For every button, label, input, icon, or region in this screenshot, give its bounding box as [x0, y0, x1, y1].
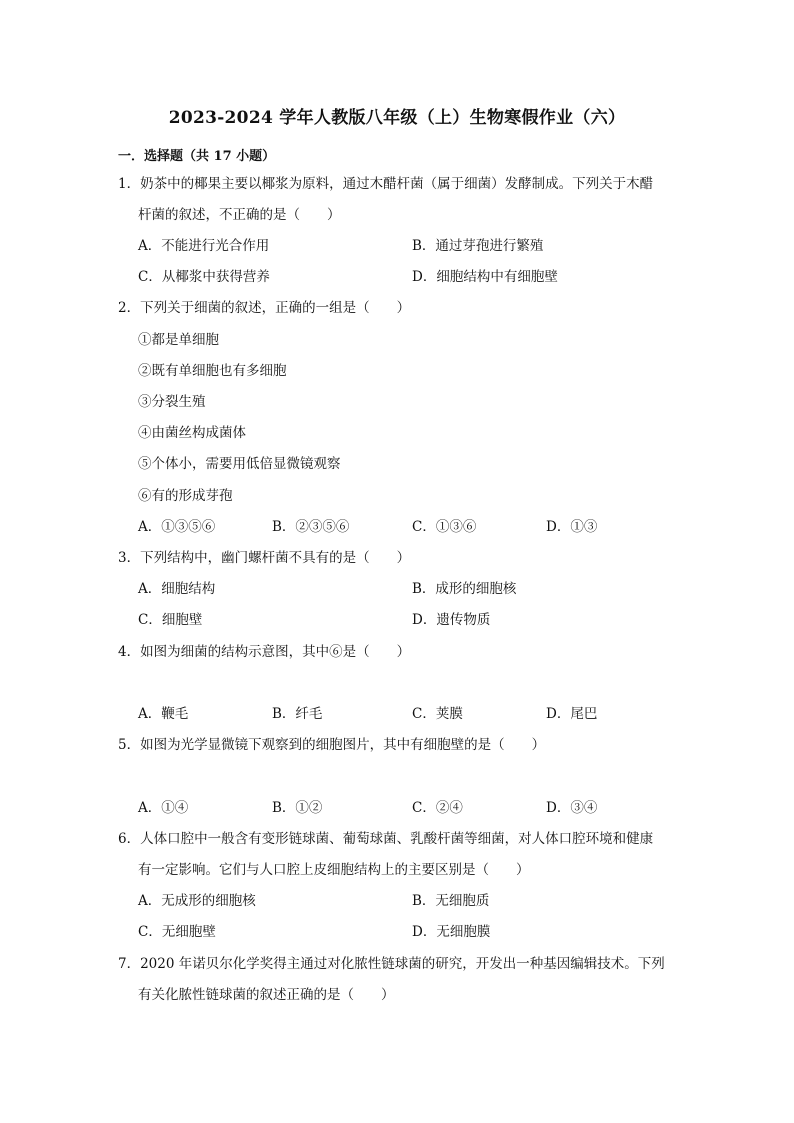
question-2-option-d: D．①③ [546, 519, 598, 535]
page-title: 2023-2024 学年人教版八年级（上）生物寒假作业（六） [168, 108, 626, 128]
question-7-stem-cont: 有关化脓性链球菌的叙述正确的是（ ） [138, 987, 395, 1003]
question-3-option-b: B．成形的细胞核 [412, 581, 517, 597]
question-5-option-d: D．③④ [546, 800, 598, 816]
question-4-option-a: A．鞭毛 [138, 706, 189, 722]
question-1-option-d: D．细胞结构中有细胞壁 [412, 269, 558, 285]
question-4-option-c: C．荚膜 [412, 706, 463, 722]
question-2-item-5: ⑤个体小，需要用低倍显微镜观察 [138, 456, 341, 472]
question-3-option-c: C．细胞壁 [138, 612, 203, 628]
question-2-item-6: ⑥有的形成芽孢 [138, 488, 233, 504]
question-6-option-c: C．无细胞壁 [138, 924, 216, 940]
question-4-stem: 4．如图为细菌的结构示意图，其中⑥是（ ） [118, 644, 411, 660]
question-6-stem-cont: 有一定影响。它们与人口腔上皮细胞结构上的主要区别是（ ） [138, 862, 530, 878]
question-5-option-a: A．①④ [138, 800, 189, 816]
question-1-option-c: C．从椰浆中获得营养 [138, 269, 270, 285]
question-2-item-1: ①都是单细胞 [138, 332, 219, 348]
section-heading: 一．选择题（共 17 小题） [118, 149, 276, 164]
question-2-option-c: C．①③⑥ [412, 519, 477, 535]
question-4-option-d: D．尾巴 [546, 706, 598, 722]
question-6-option-a: A．无成形的细胞核 [138, 893, 256, 909]
question-2-item-2: ②既有单细胞也有多细胞 [138, 363, 287, 379]
question-3-option-d: D．遗传物质 [412, 612, 491, 628]
question-5-stem: 5．如图为光学显微镜下观察到的细胞图片，其中有细胞壁的是（ ） [118, 737, 546, 753]
question-5-option-c: C．②④ [412, 800, 463, 816]
question-1-stem: 1．奶茶中的椰果主要以椰浆为原料，通过木醋杆菌（属于细菌）发酵制成。下列关于木醋 [118, 176, 654, 192]
question-2-option-a: A．①③⑤⑥ [138, 519, 216, 535]
question-2-stem: 2．下列关于细菌的叙述，正确的一组是（ ） [118, 300, 411, 316]
question-3-stem: 3．下列结构中，幽门螺杆菌不具有的是（ ） [118, 550, 411, 566]
question-1-option-b: B．通过芽孢进行繁殖 [412, 238, 544, 254]
question-5-option-b: B．①② [272, 800, 323, 816]
question-2-item-3: ③分裂生殖 [138, 394, 206, 410]
question-4-option-b: B．纤毛 [272, 706, 323, 722]
question-6-option-b: B．无细胞质 [412, 893, 490, 909]
question-6-stem: 6．人体口腔中一般含有变形链球菌、葡萄球菌、乳酸杆菌等细菌，对人体口腔环境和健康 [118, 831, 654, 847]
question-2-option-b: B．②③⑤⑥ [272, 519, 350, 535]
question-7-stem: 7．2020 年诺贝尔化学奖得主通过对化脓性链球菌的研究，开发出一种基因编辑技术。下列 [118, 956, 665, 972]
question-2-item-4: ④由菌丝构成菌体 [138, 425, 246, 441]
question-6-option-d: D．无细胞膜 [412, 924, 491, 940]
question-3-option-a: A．细胞结构 [138, 581, 216, 597]
question-1-option-a: A．不能进行光合作用 [138, 238, 270, 254]
question-1-stem-cont: 杆菌的叙述，不正确的是（ ） [138, 207, 341, 223]
